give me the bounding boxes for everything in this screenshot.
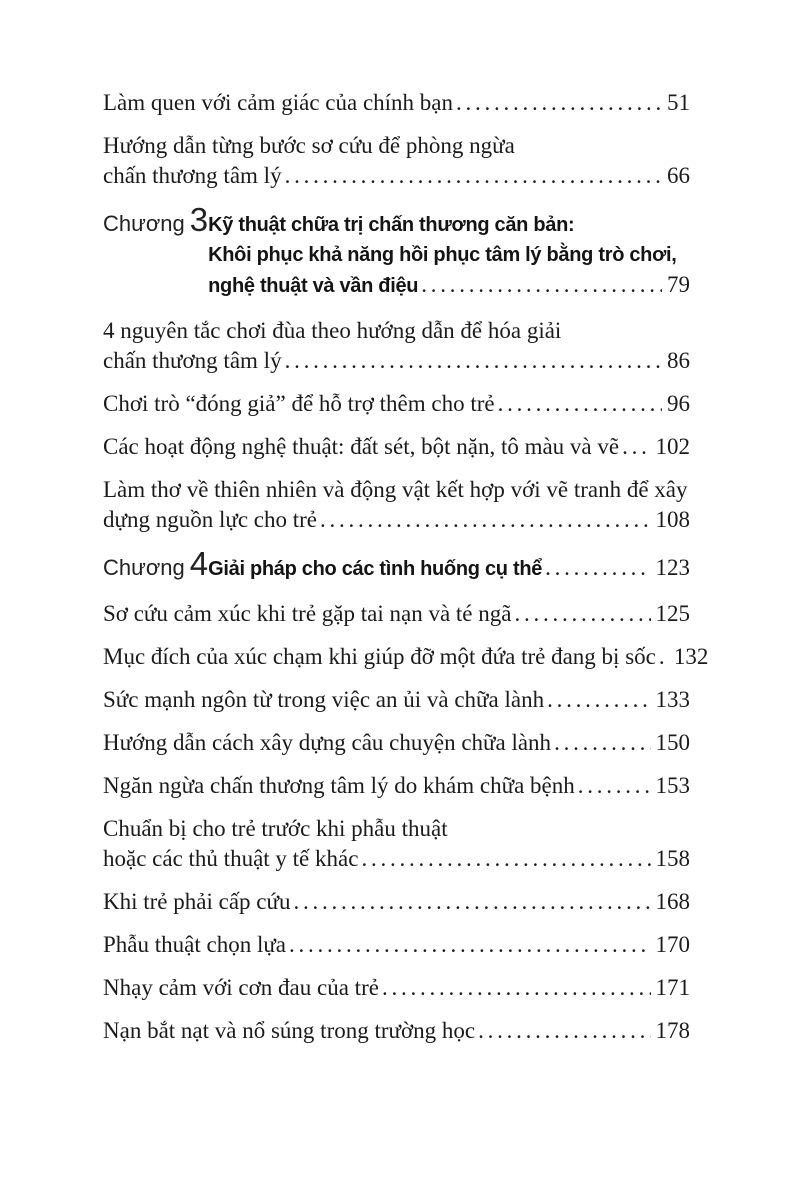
dot-leader [554, 728, 650, 758]
toc-section-entry [103, 389, 690, 419]
toc-line [103, 887, 690, 917]
toc-section-entry [103, 475, 690, 535]
page-number: 171 [655, 975, 690, 1000]
page-number: 132 [673, 644, 709, 669]
toc-line [103, 316, 690, 346]
toc-line [103, 505, 690, 535]
toc-line-text: dựng nguồn lực cho trẻ [103, 507, 317, 532]
toc-line [103, 346, 690, 376]
toc-line [103, 131, 690, 161]
chapter-label-text: Chương [103, 555, 185, 580]
page-number: 96 [667, 391, 690, 416]
page-number: 108 [655, 507, 690, 532]
dot-leader [285, 161, 662, 191]
toc-line [103, 1016, 690, 1046]
page-number: 133 [655, 687, 690, 712]
toc-line [103, 728, 690, 758]
toc-section-entry [103, 432, 690, 462]
toc-section-entry [103, 771, 690, 801]
toc-line-text: Khôi phục khả năng hồi phục tâm lý bằng trò chơi, [208, 244, 677, 266]
toc-line-text: Giải pháp cho các tình huống cụ thể [208, 558, 543, 580]
toc-section-entry [103, 1016, 690, 1046]
toc-line [103, 642, 709, 672]
chapter-row [103, 201, 690, 301]
toc-line-text: Hướng dẫn cách xây dựng câu chuyện chữa lành [103, 730, 552, 755]
toc-line [103, 389, 690, 419]
toc-line-text: Sơ cứu cảm xúc khi trẻ gặp tai nạn và té ngã [103, 601, 512, 626]
toc-line [208, 210, 690, 240]
dot-leader [478, 1016, 650, 1046]
toc-line-text: Chơi trò “đóng giả” để hỗ trợ thêm cho trẻ [103, 391, 495, 416]
dot-leader [289, 930, 650, 960]
toc-line [103, 930, 690, 960]
toc-line [103, 814, 690, 844]
toc-line-text: Chuẩn bị cho trẻ trước khi phẫu thuật [103, 816, 448, 841]
toc-line-text: hoặc các thủ thuật y tế khác [103, 846, 359, 871]
dot-leader [285, 346, 662, 376]
chapter-label-text: Chương [103, 211, 185, 236]
chapter-label [103, 201, 209, 239]
toc-line-text: Nạn bắt nạt và nổ súng trong trường học [103, 1018, 476, 1043]
dot-leader [547, 685, 650, 715]
toc-chapter-entry [103, 545, 690, 584]
page-number: 79 [667, 272, 690, 297]
page-number: 168 [655, 889, 690, 914]
page-number: 170 [655, 932, 690, 957]
toc-line-text: Làm thơ về thiên nhiên và động vật kết hợp với vẽ tranh để xây [103, 477, 688, 502]
page-number: 51 [667, 90, 690, 115]
toc-section-entry [103, 685, 690, 715]
toc-line-text: nghệ thuật và vần điệu [208, 275, 419, 297]
toc-line-text: Ngăn ngừa chấn thương tâm lý do khám chữa bệnh [103, 773, 575, 798]
toc-section-entry [103, 973, 690, 1003]
dot-leader [456, 88, 662, 118]
toc-line-text: chấn thương tâm lý [103, 348, 282, 373]
dot-leader [382, 973, 651, 1003]
dot-leader [498, 389, 662, 419]
dot-leader [545, 553, 650, 583]
toc-line [103, 432, 690, 462]
dot-leader [578, 771, 651, 801]
page-number: 125 [655, 601, 690, 626]
dot-leader [622, 432, 650, 462]
page-number: 178 [655, 1018, 690, 1043]
dot-leader [421, 270, 662, 300]
toc-section-entry [103, 642, 709, 672]
toc-line [103, 88, 690, 118]
toc-line-text: Làm quen với cảm giác của chính bạn [103, 90, 453, 115]
toc-section-entry [103, 316, 690, 376]
toc-line-text: chấn thương tâm lý [103, 163, 282, 188]
toc-section-entry [103, 930, 690, 960]
dot-leader [514, 599, 650, 629]
chapter-row [103, 545, 690, 584]
toc-section-entry [103, 599, 690, 629]
toc-chapter-entry [103, 201, 690, 301]
toc-section-entry [103, 887, 690, 917]
toc-section-entry [103, 814, 690, 874]
dot-leader [320, 505, 651, 535]
chapter-title [208, 553, 690, 584]
toc-line [103, 599, 690, 629]
toc-line-text: Các hoạt động nghệ thuật: đất sét, bột nặn, tô màu và vẽ [103, 434, 620, 459]
chapter-label [103, 545, 209, 583]
table-of-contents [103, 88, 709, 1046]
toc-line-text: Mục đích của xúc chạm khi giúp đỡ một đứa trẻ đang bị sốc [103, 644, 656, 669]
toc-line-text: Hướng dẫn từng bước sơ cứu để phòng ngừa [103, 133, 515, 158]
chapter-number: 3 [189, 201, 209, 238]
toc-line-text: Phẫu thuật chọn lựa [103, 932, 287, 957]
toc-line [208, 553, 690, 584]
toc-line [103, 771, 690, 801]
toc-line [103, 844, 690, 874]
page-number: 153 [655, 773, 690, 798]
toc-line-text: 4 nguyên tắc chơi đùa theo hướng dẫn để hóa giải [103, 318, 562, 343]
toc-section-entry [103, 728, 690, 758]
page-number: 86 [667, 348, 690, 373]
page-number: 150 [655, 730, 690, 755]
chapter-title [208, 210, 690, 301]
toc-line-text: Kỹ thuật chữa trị chấn thương căn bản: [208, 214, 575, 236]
toc-line [103, 973, 690, 1003]
page-number: 158 [655, 846, 690, 871]
page-number: 123 [655, 555, 690, 580]
toc-line-text: Khi trẻ phải cấp cứu [103, 889, 291, 914]
toc-section-entry [103, 88, 690, 118]
toc-section-entry [103, 131, 690, 191]
dot-leader [361, 844, 650, 874]
toc-line [208, 240, 690, 270]
toc-line [103, 475, 690, 505]
page-number: 66 [667, 163, 690, 188]
chapter-number: 4 [189, 545, 209, 582]
toc-line [103, 685, 690, 715]
toc-line [208, 270, 690, 301]
page-number: 102 [655, 434, 690, 459]
dot-leader [293, 887, 650, 917]
dot-leader [659, 642, 669, 672]
toc-line-text: Nhạy cảm với cơn đau của trẻ [103, 975, 379, 1000]
toc-line-text: Sức mạnh ngôn từ trong việc an ủi và chữa lành [103, 687, 545, 712]
toc-line [103, 161, 690, 191]
